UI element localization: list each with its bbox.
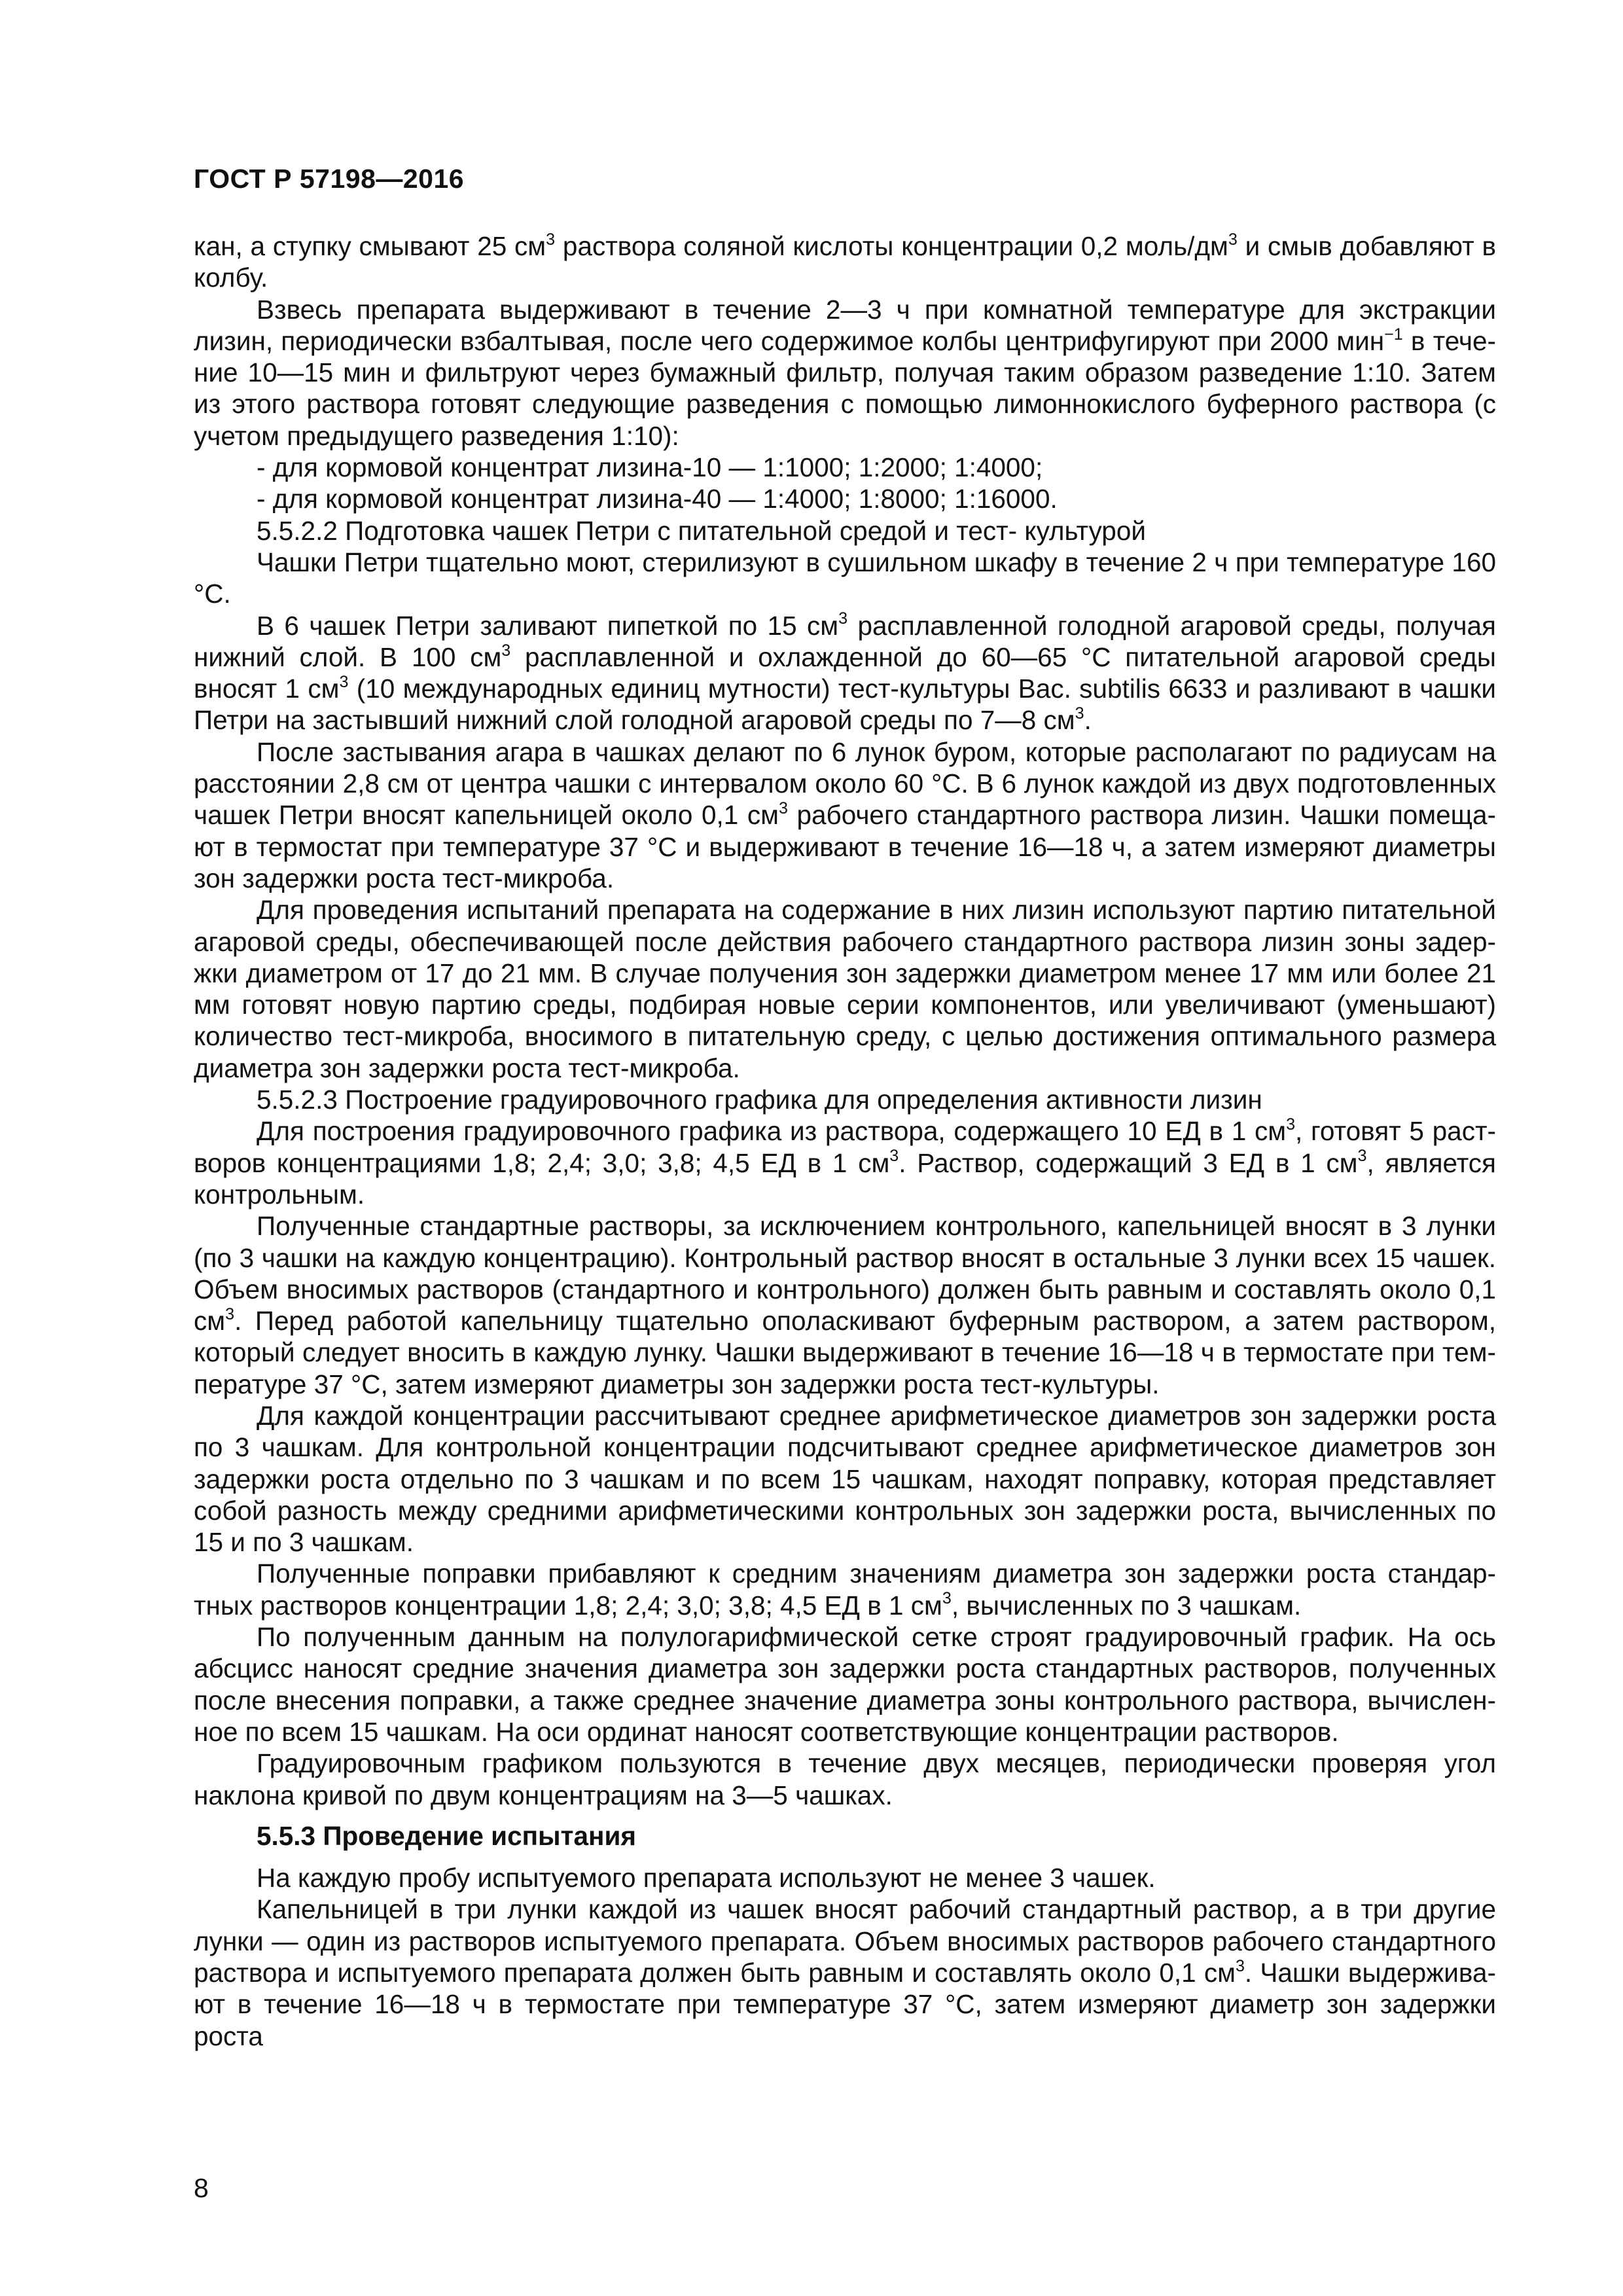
paragraph: кан, а ступку смывают 25 $см^3$ раствора соляной кислоты концентрации 0,2 моль/$дм^3$ и смыв добавляют в колбу. <box>194 230 1497 293</box>
list-item: - для кормовой концентрат лизина-10 — 1:1000; 1:2000; 1:4000; <box>257 452 1043 483</box>
section-heading-bold: 5.5.3 Проведение испытания <box>257 1820 636 1851</box>
page-number: 8 <box>194 2173 209 2203</box>
paragraph: Полученные стандартные растворы, за исключением контрольного, капельницей вносят в 3 лунки (по 3 чашки на каждую концентрацию). Контрольный раствор вносят в остальные 3 лунки всех 15 чашек. Объем вносимых растворов (стандартного и контрольного) должен быть равным и составлять около 0,1 $см^3$. Перед работой капельницу тщательно ополаскивают буферным раствором, а затем раствором, который следует вносить в каждую лунку. Чашки выдерживают в течение 16—18 ч в термостате при температуре 37 °С, затем измеряют диаметры зон задержки роста тест-культуры. <box>194 1211 1496 1399</box>
paragraph: Для каждой концентрации рассчитывают среднее арифметическое диаметров зон задержки роста по 3 чашкам. Для контрольной концентрации подсчитывают среднее арифметическое диаметров зон задержки роста отдельно по 3 чашкам и по всем 15 чашкам, находят поправку, которая представляет собой разность между средними арифметическими контрольных зон задержки роста, вычисленных по 15 и по 3 чашкам. <box>194 1400 1496 1558</box>
section-heading: 5.5.2.2 Подготовка чашек Петри с питательной средой и тест- культурой <box>257 515 1146 546</box>
paragraph: На каждую пробу испытуемого препарата используют не менее 3 чашек. <box>257 1863 1156 1893</box>
list-item: - для кормовой концентрат лизина-40 — 1:4000; 1:8000; 1:16000. <box>257 484 1058 514</box>
paragraph: Чашки Петри тщательно моют, стерилизуют в сушильном шкафу в течение 2 ч при температуре 160 °С. <box>194 547 1496 609</box>
document-body <box>194 230 1496 2052</box>
paragraph: Для построения градуировочного графика из раствора, содержащего 10 ЕД в 1 $см^3$, готовят 5 растворов концентрациями 1,8; 2,4; 3,0; 3,8; 4,5 ЕД в 1 $см^3$. Раствор, содержащий 3 ЕД в 1 $см^3$, является контрольным. <box>194 1115 1497 1210</box>
paragraph: Капельницей в три лунки каждой из чашек вносят рабочий стандартный раствор, а в три другие лунки — один из растворов испытуемого препарата. Объем вносимых растворов рабочего стандартного раствора и испытуемого препарата должен быть равным и составлять около 0,1 $см^3$. Чашки выдерживают в течение 16—18 ч в термостате при температуре 37 °С, затем измеряют диаметр зон задержки роста <box>194 1894 1496 2051</box>
document-header: ГОСТ Р 57198—2016 <box>194 164 465 194</box>
paragraph: Для проведения испытаний препарата на содержание в них лизин используют партию питательной агаровой среды, обеспечивающей после действия рабочего стандартного раствора лизин зоны задержки диаметром от 17 до 21 мм. В случае получения зон задержки диаметром менее 17 мм или более 21 мм готовят новую партию среды, подбирая новые серии компонентов, или увеличивают (уменьшают) количество тест-микроба, вносимого в питательную среду, с целью достижения оптимального размера диаметра зон задержки роста тест-микроба. <box>194 895 1496 1083</box>
paragraph: По полученным данным на полулогарифмической сетке строят градуировочный график. На ось абсцисс наносят средние значения диаметра зон задержки роста стандартных растворов, полученных после внесения поправки, а также среднее значение диаметра зоны контрольного раствора, вычисленное по всем 15 чашкам. На оси ординат наносят соответствующие концентрации растворов. <box>194 1622 1496 1747</box>
paragraph: После застывания агара в чашках делают по 6 лунок буром, которые располагают по радиусам на расстоянии 2,8 см от центра чашки с интервалом около 60 °С. В 6 лунок каждой из двух подготовленных чашек Петри вносят капельницей около 0,1 $см^3$ рабочего стандартного раствора лизин. Чашки помещают в термостат при температуре 37 °С и выдерживают в течение 16—18 ч, а затем измеряют диаметры зон задержки роста тест-микроба. <box>194 736 1497 893</box>
paragraph: Взвесь препарата выдерживают в течение 2—3 ч при комнатной температуре для экстракции лизин, периодически взбалтывая, после чего содержимое колбы центрифугируют при 2000 мин$^{-1}$ в течение 10—15 мин и фильтруют через бумажный фильтр, получая таким образом разведение 1:10. Затем из этого раствора готовят следующие разведения с помощью лимоннокислого буферного раствора (с учетом предыдущего разведения 1:10): <box>194 294 1496 451</box>
section-heading: 5.5.2.3 Построение градуировочного графика для определения активности лизин <box>257 1085 1262 1115</box>
paragraph: Полученные поправки прибавляют к средним значениям диаметра зон задержки роста стандартных растворов концентрации 1,8; 2,4; 3,0; 3,8; 4,5 ЕД в 1 $см^3$, вычисленных по 3 чашкам. <box>194 1558 1496 1621</box>
paragraph: Градуировочным графиком пользуются в течение двух месяцев, периодически проверяя угол наклона кривой по двум концентрациям на 3—5 чашках. <box>194 1748 1496 1810</box>
paragraph: В 6 чашек Петри заливают пипеткой по 15 $см^3$ расплавленной голодной агаровой среды, получая нижний слой. В 100 $см^3$ расплавленной и охлажденной до 60—65 °С питательной агаровой среды вносят 1 $см^3$ (10 международных единиц мутности) тест-культуры Bac. subtilis 6633 и разливают в чашки Петри на застывший нижний слой голодной агаровой среды по 7—8 $см^3$. <box>194 609 1497 736</box>
